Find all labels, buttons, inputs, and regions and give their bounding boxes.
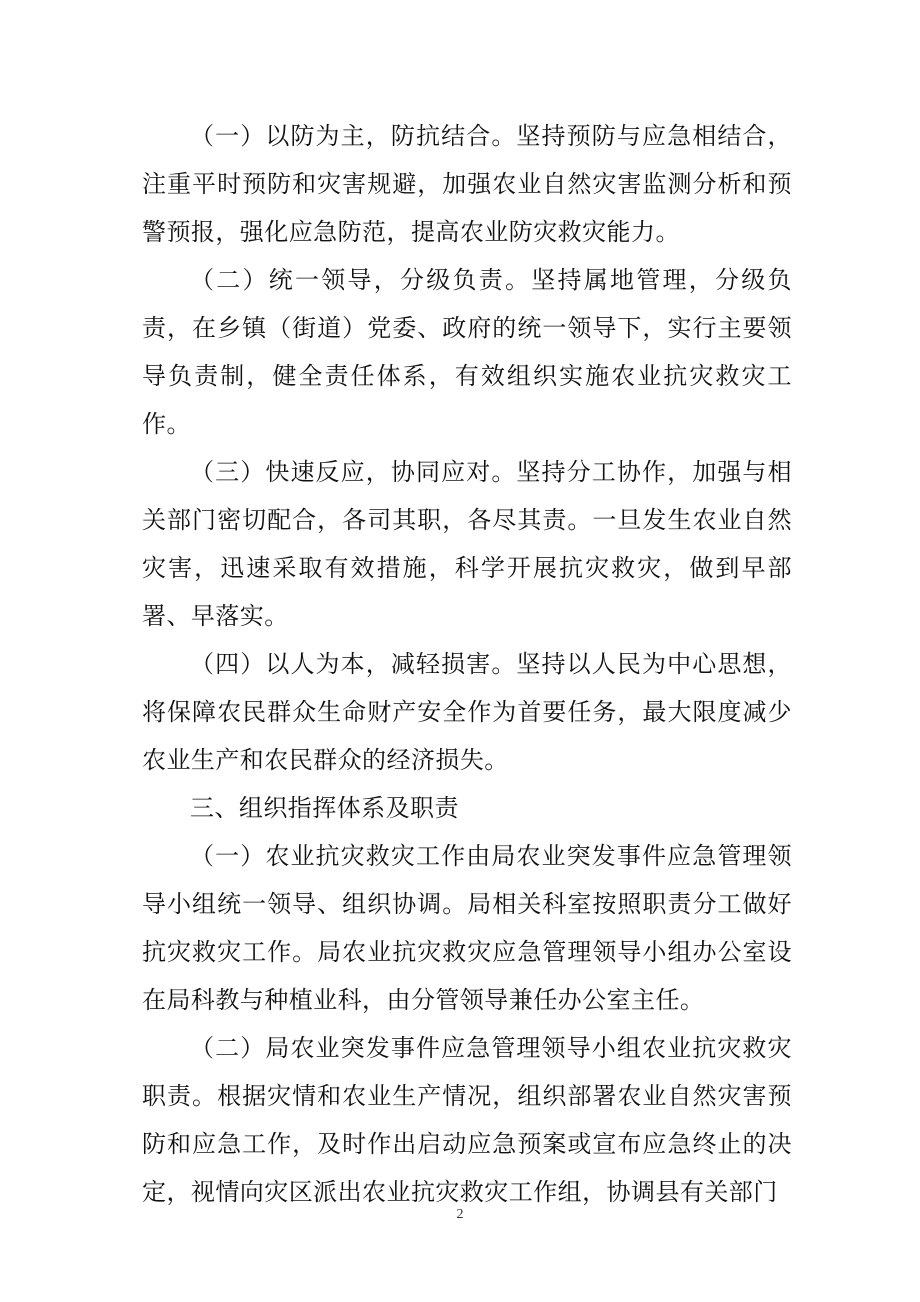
paragraph-organization-2: （二）局农业突发事件应急管理领导小组农业抗灾救灾职责。根据灾情和农业生产情况，组织部署农业自然灾害预防和应急工作，及时作出启动应急预案或宣布应急终止的决定，视情向灾区派出农业抗灾救灾工作组，协调县有关部门	[142, 1034, 792, 1206]
section-heading-organization: 三、组织指挥体系及职责	[190, 794, 459, 822]
paragraph-principle-2: （二）统一领导，分级负责。坚持属地管理，分级负责，在乡镇（街道）党委、政府的统一领导下，实行主要领导负责制，健全责任体系，有效组织实施农业抗灾救灾工作。	[142, 266, 792, 438]
document-body	[142, 112, 792, 1216]
paragraph-principle-1: （一）以防为主，防抗结合。坚持预防与应急相结合，注重平时预防和灾害规避，加强农业自然灾害监测分析和预警预报，强化应急防范，提高农业防灾救灾能力。	[142, 122, 792, 246]
paragraph-organization-1: （一）农业抗灾救灾工作由局农业突发事件应急管理领导小组统一领导、组织协调。局相关科室按照职责分工做好抗灾救灾工作。局农业抗灾救灾应急管理领导小组办公室设在局科教与种植业科，由分管领导兼任办公室主任。	[142, 842, 792, 1014]
paragraph-principle-3: （三）快速反应，协同应对。坚持分工协作，加强与相关部门密切配合，各司其职，各尽其责。一旦发生农业自然灾害，迅速采取有效措施，科学开展抗灾救灾，做到早部署、早落实。	[142, 458, 792, 630]
paragraph-principle-4: （四）以人为本，减轻损害。坚持以人民为中心思想，将保障农民群众生命财产安全作为首要任务，最大限度减少农业生产和农民群众的经济损失。	[142, 650, 792, 774]
page-number: 2	[456, 1207, 464, 1222]
